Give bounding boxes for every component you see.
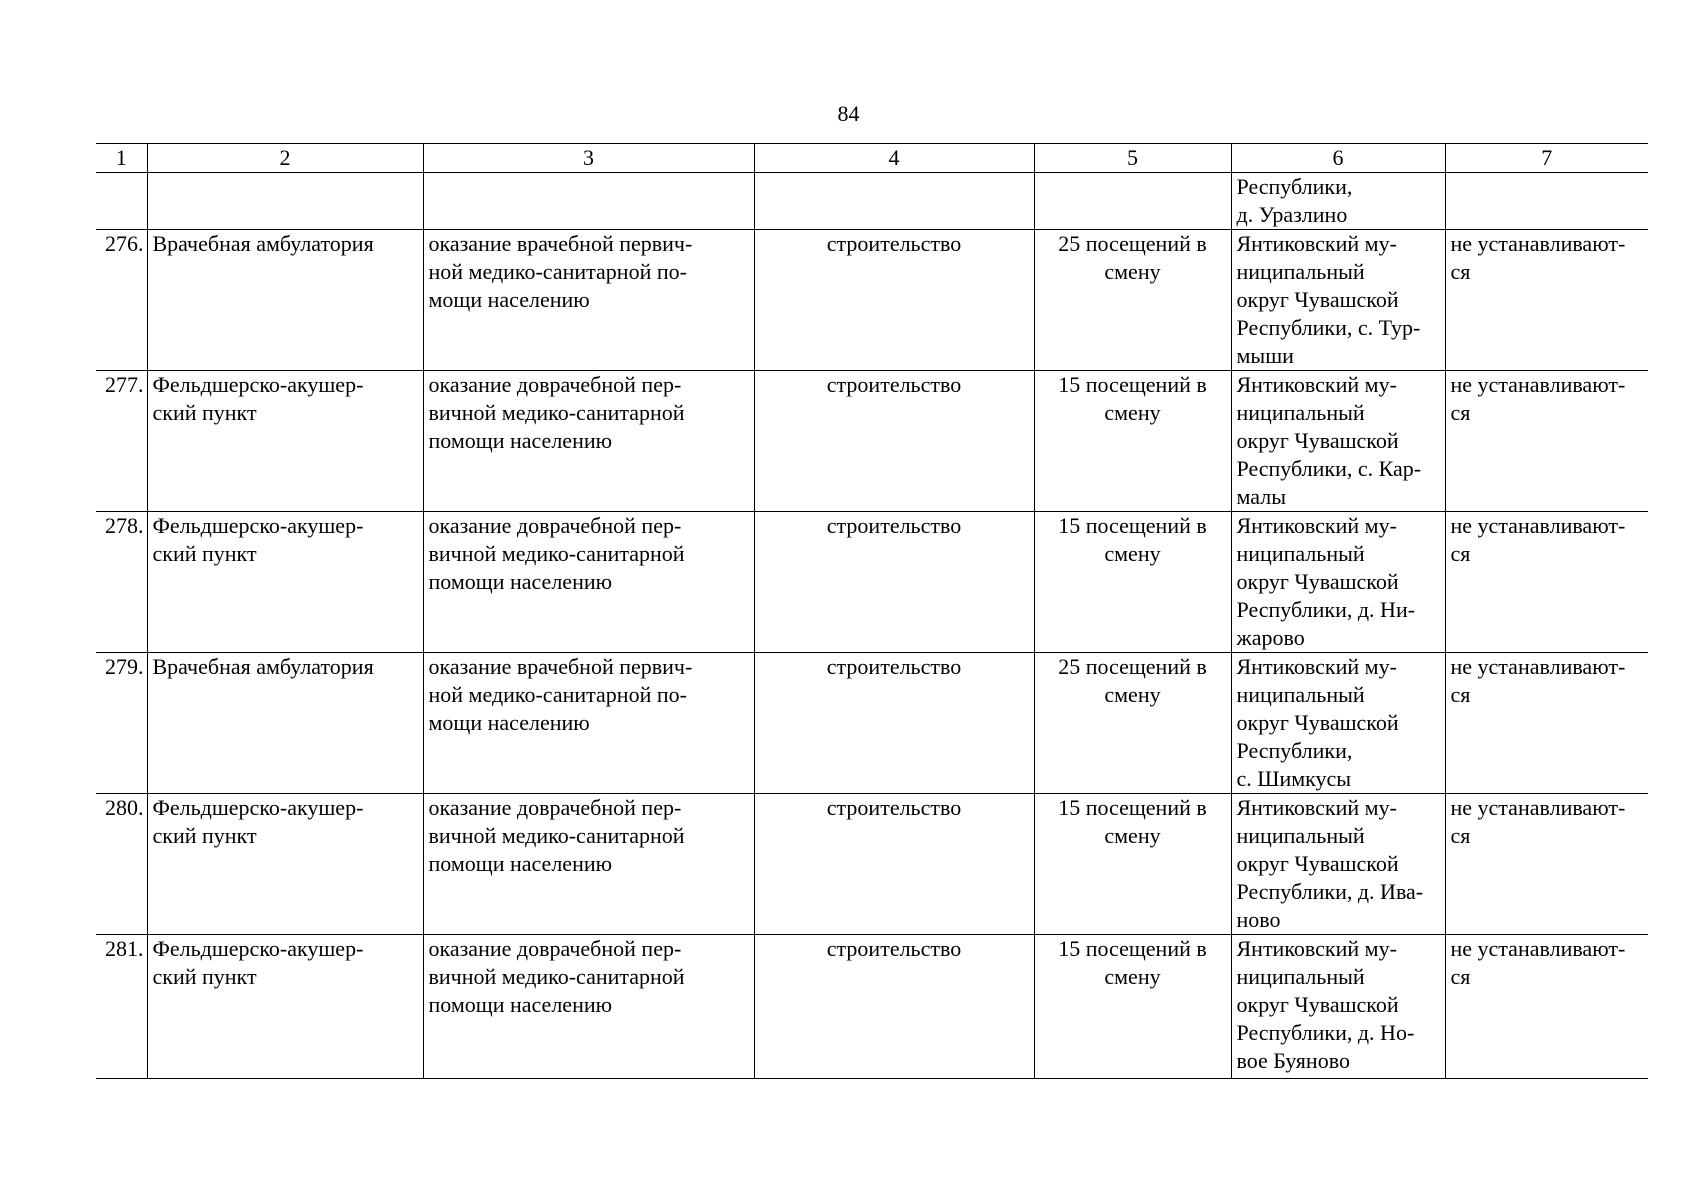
location-line: округ Чувашской — [1236, 287, 1399, 312]
column-header: 5 — [1034, 144, 1231, 173]
cell-capacity — [1034, 935, 1231, 1079]
location-line: Янтиковский му- — [1236, 936, 1397, 961]
location-line: Республики, с. Тур- — [1236, 315, 1421, 340]
capacity-line: 15 посещений в — [1058, 513, 1207, 538]
cell-name — [147, 935, 423, 1079]
location-line: Янтиковский му- — [1236, 231, 1397, 256]
table-row — [96, 935, 1648, 1079]
purpose-line: помощи населению — [428, 569, 613, 594]
location-line: малы — [1236, 484, 1286, 509]
location-line: ниципальный — [1236, 400, 1365, 425]
cell-capacity — [1034, 653, 1231, 794]
cell-type: строительство — [754, 653, 1034, 794]
column-number-row — [96, 144, 1648, 173]
cell-purpose — [423, 512, 754, 653]
purpose-line: вичной медико-санитарной — [428, 964, 685, 989]
cell-empty — [754, 173, 1034, 230]
cell-number: 276. — [96, 230, 147, 371]
purpose-line: оказание доврачебной пер- — [428, 795, 682, 820]
purpose-line: вичной медико-санитарной — [428, 541, 685, 566]
cell-capacity — [1034, 794, 1231, 935]
cell-location — [1231, 371, 1445, 512]
cell-capacity — [1034, 371, 1231, 512]
name-line: Фельдшерско-акушер- — [152, 795, 364, 820]
zone-line: не устанавливают- — [1450, 654, 1626, 679]
name-line: ский пункт — [152, 400, 257, 425]
objects-table — [96, 143, 1648, 1079]
purpose-line: оказание врачебной первич- — [428, 654, 693, 679]
zone-line: не устанавливают- — [1450, 936, 1626, 961]
cell-empty — [1034, 173, 1231, 230]
location-line: округ Чувашской — [1236, 428, 1399, 453]
location-line: вое Буяново — [1236, 1048, 1350, 1073]
purpose-line: мощи населению — [428, 287, 590, 312]
cell-location — [1231, 173, 1445, 230]
cell-empty — [1445, 173, 1648, 230]
cell-type: строительство — [754, 230, 1034, 371]
purpose-line: помощи населению — [428, 992, 613, 1017]
cell-type: строительство — [754, 371, 1034, 512]
location-line: мыши — [1236, 343, 1294, 368]
cell-purpose — [423, 230, 754, 371]
cell-capacity — [1034, 512, 1231, 653]
purpose-line: вичной медико-санитарной — [428, 400, 685, 425]
purpose-line: помощи населению — [428, 428, 613, 453]
location-line: Янтиковский му- — [1236, 372, 1397, 397]
zone-line: ся — [1450, 259, 1471, 284]
capacity-line: 15 посещений в — [1058, 372, 1207, 397]
location-line: Республики, — [1236, 738, 1353, 763]
location-line: Республики, д. Ни- — [1236, 597, 1416, 622]
location-line: ниципальный — [1236, 682, 1365, 707]
capacity-line: 15 посещений в — [1058, 795, 1207, 820]
location-line: ниципальный — [1236, 541, 1365, 566]
purpose-line: вичной медико-санитарной — [428, 823, 685, 848]
cell-empty — [147, 173, 423, 230]
location-line: Янтиковский му- — [1236, 795, 1397, 820]
cell-location — [1231, 794, 1445, 935]
capacity-line: смену — [1104, 541, 1161, 566]
name-line: ский пункт — [152, 823, 257, 848]
purpose-line: оказание врачебной первич- — [428, 231, 693, 256]
column-header: 3 — [423, 144, 754, 173]
location-line: округ Чувашской — [1236, 992, 1399, 1017]
zone-line: ся — [1450, 541, 1471, 566]
cell-type: строительство — [754, 512, 1034, 653]
purpose-line: ной медико-санитарной по- — [428, 682, 687, 707]
cell-capacity — [1034, 230, 1231, 371]
zone-line: ся — [1450, 682, 1471, 707]
cell-zone — [1445, 371, 1648, 512]
cell-name — [147, 512, 423, 653]
cell-purpose — [423, 935, 754, 1079]
name-line: ский пункт — [152, 541, 257, 566]
cell-number: 278. — [96, 512, 147, 653]
location-line: ниципальный — [1236, 259, 1365, 284]
location-line: ниципальный — [1236, 964, 1365, 989]
purpose-line: оказание доврачебной пер- — [428, 936, 682, 961]
capacity-line: смену — [1104, 682, 1161, 707]
location-line: Янтиковский му- — [1236, 654, 1397, 679]
purpose-line: оказание доврачебной пер- — [428, 513, 682, 538]
zone-line: не устанавливают- — [1450, 795, 1626, 820]
capacity-line: смену — [1104, 400, 1161, 425]
continuation-row — [96, 173, 1648, 230]
capacity-line: 15 посещений в — [1058, 936, 1207, 961]
purpose-line: мощи населению — [428, 710, 590, 735]
location-line: Республики, д. Ива- — [1236, 879, 1424, 904]
zone-line: не устанавливают- — [1450, 513, 1626, 538]
zone-line: ся — [1450, 964, 1471, 989]
cell-zone — [1445, 512, 1648, 653]
cell-location — [1231, 935, 1445, 1079]
cell-name — [147, 794, 423, 935]
location-line: Республики, д. Но- — [1236, 1020, 1415, 1045]
location-line: Республики, — [1236, 174, 1353, 199]
cell-type: строительство — [754, 935, 1034, 1079]
capacity-line: смену — [1104, 964, 1161, 989]
name-line: Фельдшерско-акушер- — [152, 513, 364, 538]
cell-zone — [1445, 794, 1648, 935]
location-line: д. Уразлино — [1236, 202, 1348, 227]
capacity-line: смену — [1104, 823, 1161, 848]
cell-location — [1231, 230, 1445, 371]
cell-name — [147, 653, 423, 794]
cell-purpose — [423, 794, 754, 935]
name-line: Фельдшерско-акушер- — [152, 372, 364, 397]
name-line: Фельдшерско-акушер- — [152, 936, 364, 961]
zone-line: ся — [1450, 400, 1471, 425]
zone-line: не устанавливают- — [1450, 372, 1626, 397]
name-line: Врачебная амбулатория — [152, 231, 374, 256]
cell-name — [147, 371, 423, 512]
location-line: с. Шимкусы — [1236, 766, 1352, 791]
name-line: ский пункт — [152, 964, 257, 989]
cell-zone — [1445, 653, 1648, 794]
cell-location — [1231, 653, 1445, 794]
table-row — [96, 512, 1648, 653]
cell-empty — [423, 173, 754, 230]
location-line: Республики, с. Кар- — [1236, 456, 1422, 481]
cell-number: 281. — [96, 935, 147, 1079]
cell-zone — [1445, 230, 1648, 371]
purpose-line: ной медико-санитарной по- — [428, 259, 687, 284]
zone-line: не устанавливают- — [1450, 231, 1626, 256]
table-row — [96, 794, 1648, 935]
table-row — [96, 371, 1648, 512]
location-line: ново — [1236, 907, 1281, 932]
column-header: 7 — [1445, 144, 1648, 173]
column-header: 1 — [96, 144, 147, 173]
capacity-line: смену — [1104, 259, 1161, 284]
location-line: Янтиковский му- — [1236, 513, 1397, 538]
cell-purpose — [423, 653, 754, 794]
capacity-line: 25 посещений в — [1058, 231, 1207, 256]
table-row — [96, 230, 1648, 371]
purpose-line: оказание доврачебной пер- — [428, 372, 682, 397]
cell-zone — [1445, 935, 1648, 1079]
cell-type: строительство — [754, 794, 1034, 935]
cell-number: 280. — [96, 794, 147, 935]
cell-location — [1231, 512, 1445, 653]
cell-name — [147, 230, 423, 371]
capacity-line: 25 посещений в — [1058, 654, 1207, 679]
cell-number: 279. — [96, 653, 147, 794]
column-header: 6 — [1231, 144, 1445, 173]
location-line: округ Чувашской — [1236, 569, 1399, 594]
location-line: округ Чувашской — [1236, 851, 1399, 876]
location-line: ниципальный — [1236, 823, 1365, 848]
location-line: жарово — [1236, 625, 1305, 650]
table-row — [96, 653, 1648, 794]
page-number: 84 — [837, 101, 860, 126]
location-line: округ Чувашской — [1236, 710, 1399, 735]
cell-purpose — [423, 371, 754, 512]
name-line: Врачебная амбулатория — [152, 654, 374, 679]
column-header: 2 — [147, 144, 423, 173]
cell-number: 277. — [96, 371, 147, 512]
column-header: 4 — [754, 144, 1034, 173]
zone-line: ся — [1450, 823, 1471, 848]
purpose-line: помощи населению — [428, 851, 613, 876]
cell-empty — [96, 173, 147, 230]
